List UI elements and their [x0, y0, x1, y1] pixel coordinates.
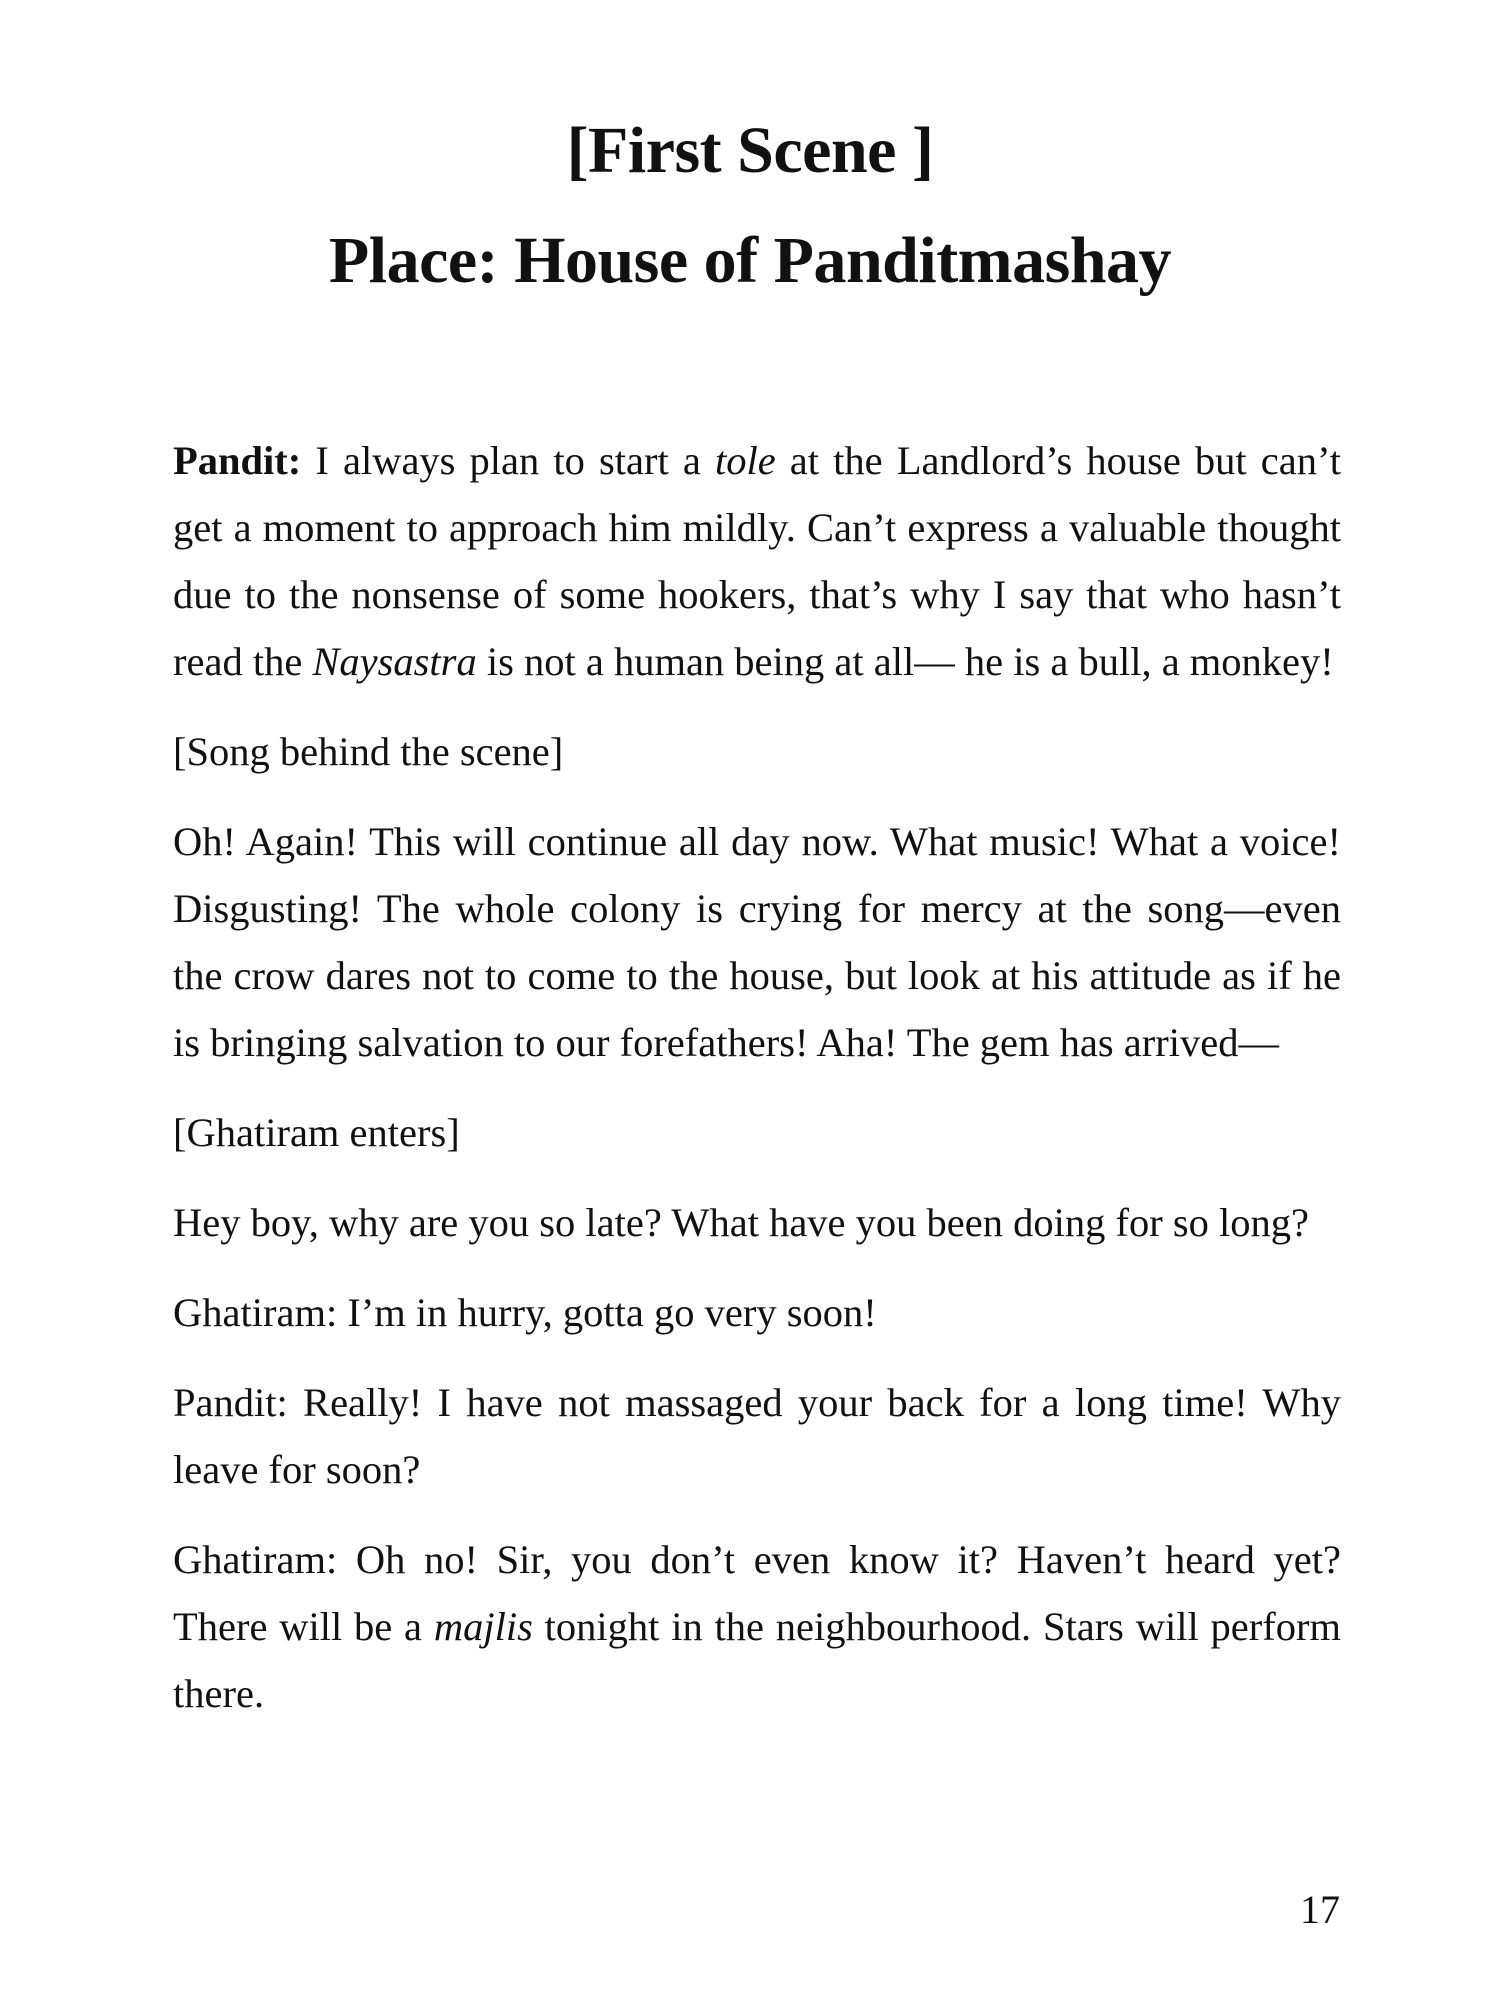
text-run: tonight in the neighbourhood. Stars will perform there.	[173, 1604, 1341, 1716]
paragraph-ghatiram-majlis	[173, 1526, 1341, 1727]
stage-direction-enters: [Ghatiram enters]	[173, 1110, 460, 1155]
paragraph-pandit-complaint: Oh! Again! This will continue all day now. What music! What a voice! Disgusting! The whole colony is crying for mercy at the song—even the crow dares not to come to the house, but look at his attitude as if he is bringing salvation to our forefathers! Aha! The gem has arrived—	[173, 819, 1341, 1065]
italic-term: majlis	[433, 1604, 533, 1649]
text-run: Ghatiram: Oh no! Sir, you don’t even know it? Haven’t heard yet? There will be a	[173, 1537, 1341, 1649]
paragraph-pandit-question: Hey boy, why are you so late? What have you been doing for so long?	[173, 1200, 1309, 1245]
stage-direction-song: [Song behind the scene]	[173, 729, 564, 774]
paragraph-pandit-opening	[173, 427, 1341, 695]
text-run: at the Landlord’s house but can’t get a moment to approach him mildly. Can’t express a valuable thought due to the nonsense of some hookers, that’s why I say that who hasn’t read the	[173, 438, 1341, 684]
play-text	[173, 427, 1341, 1750]
italic-term: Naysastra	[312, 639, 477, 684]
scene-title: [First Scene ]	[566, 114, 934, 187]
speaker-label: Pandit:	[173, 438, 302, 483]
text-run: I always plan to start a	[301, 438, 715, 483]
text-run: is not a human being at all— he is a bull, a monkey!	[476, 639, 1334, 684]
paragraph-pandit-reply: Pandit: Really! I have not massaged your back for a long time! Why leave for soon?	[173, 1380, 1341, 1492]
italic-term: tole	[714, 438, 776, 483]
paragraph-ghatiram-hurry: Ghatiram: I’m in hurry, gotta go very soon!	[173, 1290, 877, 1335]
place-title: Place: House of Panditmashay	[328, 224, 1172, 297]
page-number: 17	[1300, 1887, 1340, 1932]
